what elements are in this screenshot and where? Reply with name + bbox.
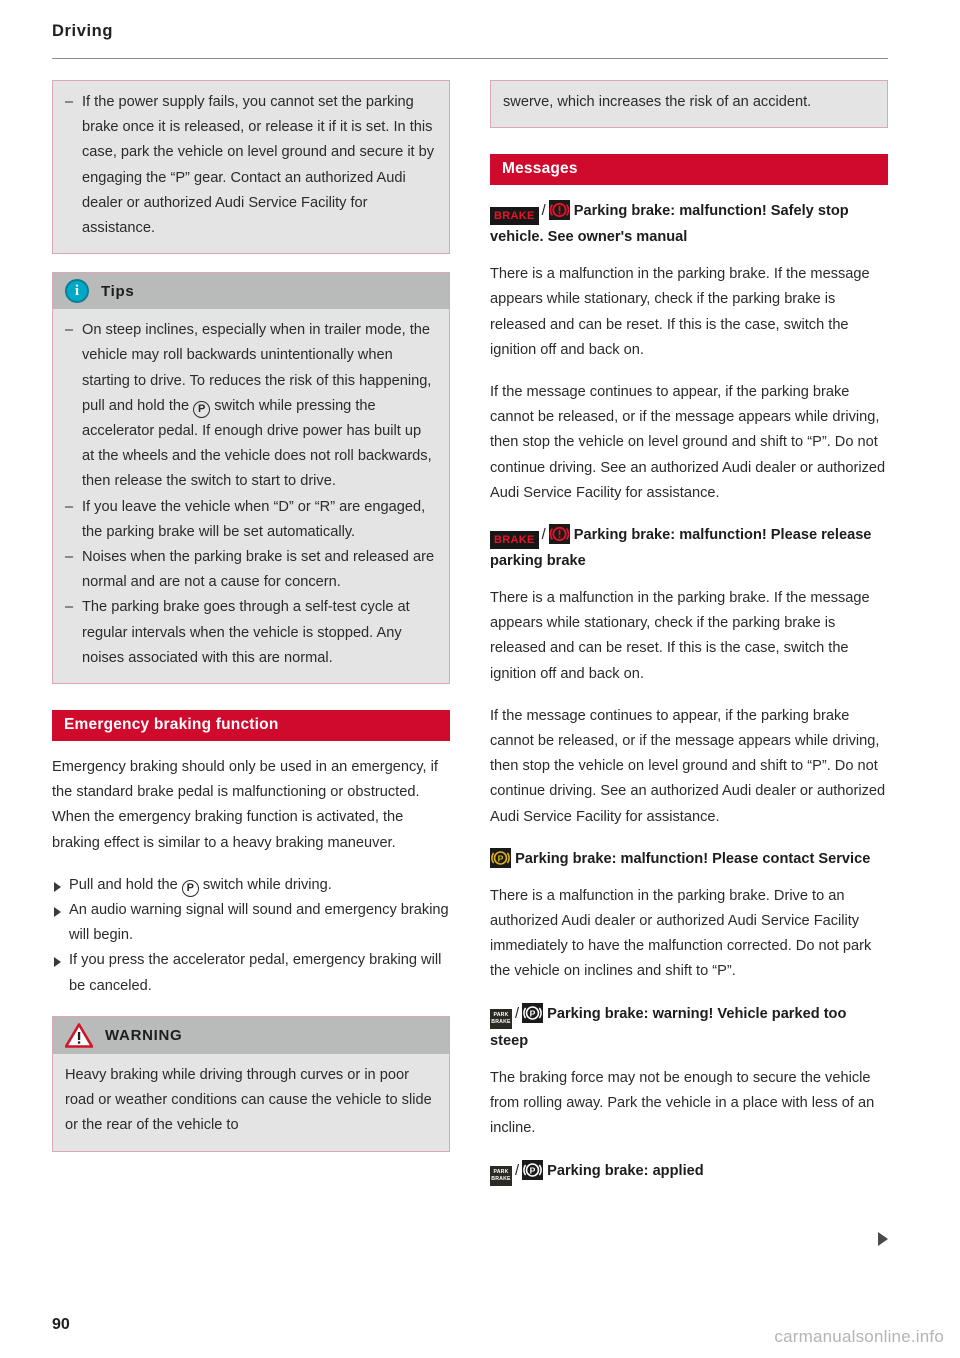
white-parking-brake-telltale-icon [522, 1003, 543, 1023]
header-divider [52, 58, 888, 59]
park-brake-word-telltale-icon [490, 1166, 512, 1186]
message-paragraph: There is a malfunction in the parking brake. Drive to an authorized Audi dealer or authorized Audi Service Facility immediately to have the malfunction corrected. Do not park the vehicle on inclines and shift to “P”. [490, 887, 872, 980]
red-brake-circle-telltale-icon [549, 200, 570, 220]
park-brake-line-1: PARK [493, 1169, 509, 1176]
message-paragraph: If the message continues to appear, if the parking brake cannot be released, or if the message appears while driving, then stop the vehicle on level ground and shift to “P”. Do not continue driving. See an authorized Audi dealer or authorized Audi Service Facility for assistance. [490, 707, 886, 825]
message-title: Parking brake: malfunction! Safely stop vehicle. See owner's manual [490, 203, 849, 246]
white-parking-brake-telltale-icon [522, 1160, 543, 1180]
warning-continuation-text: swerve, which increases the risk of an accident. [503, 94, 812, 110]
message-heading [490, 1002, 888, 1053]
warning-header [53, 1017, 449, 1054]
tips-header [53, 273, 449, 309]
list-item: Pull and hold the P switch while driving. [52, 873, 450, 898]
emergency-steps-list [52, 873, 450, 999]
warning-continued-body [53, 81, 449, 253]
warning-box [52, 1016, 450, 1152]
list-item: – Noises when the parking brake is set and released are normal and are not a cause for concern. [65, 545, 435, 595]
message-title: Parking brake: malfunction! Please contact Service [515, 850, 871, 867]
message-title: Parking brake: malfunction! Please release parking brake [490, 527, 872, 570]
tips-box [52, 272, 450, 684]
parking-brake-switch-icon: P [182, 880, 199, 897]
warning-body [53, 1054, 449, 1151]
telltale-separator: / [515, 1162, 520, 1179]
tips-list [65, 318, 435, 671]
page-header [52, 22, 888, 41]
warning-continued-box [52, 80, 450, 254]
telltale-separator: / [541, 527, 546, 544]
section-heading-emergency-braking: Emergency braking function [52, 710, 450, 741]
park-brake-word-telltale-icon [490, 1009, 512, 1029]
right-column [490, 80, 888, 1199]
brake-word-telltale-icon: BRAKE [490, 207, 539, 225]
message-title: Parking brake: warning! Vehicle parked too steep [490, 1005, 847, 1050]
list-item: – If you leave the vehicle when “D” or “R” are engaged, the parking brake will be set automatically. [65, 495, 435, 545]
emergency-intro-paragraph: Emergency braking should only be used in an emergency, if the standard brake pedal is malfunctioning or obstructed. When the emergency braking function is activated, the braking effect is similar to a heavy braking maneuver. [52, 759, 438, 851]
park-brake-line-1: PARK [493, 1012, 509, 1019]
list-item: If you press the accelerator pedal, emergency braking will be canceled. [52, 948, 450, 998]
list-item: – On steep inclines, especially when in trailer mode, the vehicle may roll backwards unintentionally when starting to drive. To reduces the risk of this happening, pull and hold the P switch while pressing the accelerator pedal. If enough drive power has built up at the wheels and the vehicle does not roll backwards, then release the switch to start to drive. [65, 318, 435, 494]
svg-text:P: P [529, 1008, 536, 1019]
message-paragraph: The braking force may not be enough to secure the vehicle from rolling away. Park the vehicle in a place with less of an incline. [490, 1070, 875, 1137]
left-column [52, 80, 450, 1170]
red-brake-circle-telltale-icon [549, 524, 570, 544]
warning-text: Heavy braking while driving through curves or in poor road or weather conditions can cause the vehicle to slide or the rear of the vehicle to [65, 1066, 432, 1134]
warning-title: WARNING [105, 1026, 183, 1044]
park-brake-line-2: BRAKE [491, 1175, 511, 1182]
parking-brake-switch-icon: P [193, 401, 210, 418]
list-item: An audio warning signal will sound and emergency braking will begin. [52, 898, 450, 948]
warning-continuation-body [491, 81, 887, 127]
message-paragraph: If the message continues to appear, if the parking brake cannot be released, or if the message appears while driving, then stop the vehicle on level ground and shift to “P”. Do not continue driving. See an authorized Audi dealer or authorized Audi Service Facility for assistance. [490, 384, 886, 501]
message-heading [490, 199, 888, 249]
chapter-title: Driving [52, 22, 114, 40]
tips-title: Tips [101, 282, 135, 300]
message-heading [490, 523, 888, 573]
watermark: carmanualsonline.info [774, 1327, 944, 1346]
tips-body [53, 309, 449, 683]
message-heading [490, 847, 888, 871]
continuation-arrow-icon [878, 1232, 888, 1246]
warning-continued-list [65, 90, 435, 241]
message-heading [490, 1159, 888, 1186]
list-item: – The parking brake goes through a self-test cycle at regular intervals when the vehicle is stopped. Any noises associated with this are normal. [65, 595, 435, 671]
telltale-separator: / [541, 203, 546, 220]
brake-word-telltale-icon: BRAKE [490, 531, 539, 549]
park-brake-line-2: BRAKE [491, 1018, 511, 1025]
message-paragraph: There is a malfunction in the parking brake. If the message appears while stationary, check if the parking brake is released and can be reset. If this is the case, switch the ignition off and back on. [490, 266, 870, 358]
warning-triangle-icon [65, 1023, 93, 1048]
page-number: 90 [52, 1316, 70, 1333]
message-title: Parking brake: applied [547, 1162, 704, 1179]
yellow-parking-brake-telltale-icon [490, 848, 511, 868]
warning-continuation-box [490, 80, 888, 128]
list-item: – If the power supply fails, you cannot set the parking brake once it is released, or release it if it is set. In this case, park the vehicle on level ground and secure it by engaging the “P” gear. Contact an authorized Audi dealer or authorized Audi Service Facility for assistance. [65, 90, 435, 241]
telltale-separator: / [515, 1005, 520, 1022]
svg-text:P: P [529, 1165, 536, 1176]
svg-text:P: P [497, 853, 504, 864]
message-paragraph: There is a malfunction in the parking brake. If the message appears while stationary, check if the parking brake is released and can be reset. If this is the case, switch the ignition off and back on. [490, 590, 870, 682]
info-icon [65, 279, 89, 303]
section-heading-messages: Messages [490, 154, 888, 185]
